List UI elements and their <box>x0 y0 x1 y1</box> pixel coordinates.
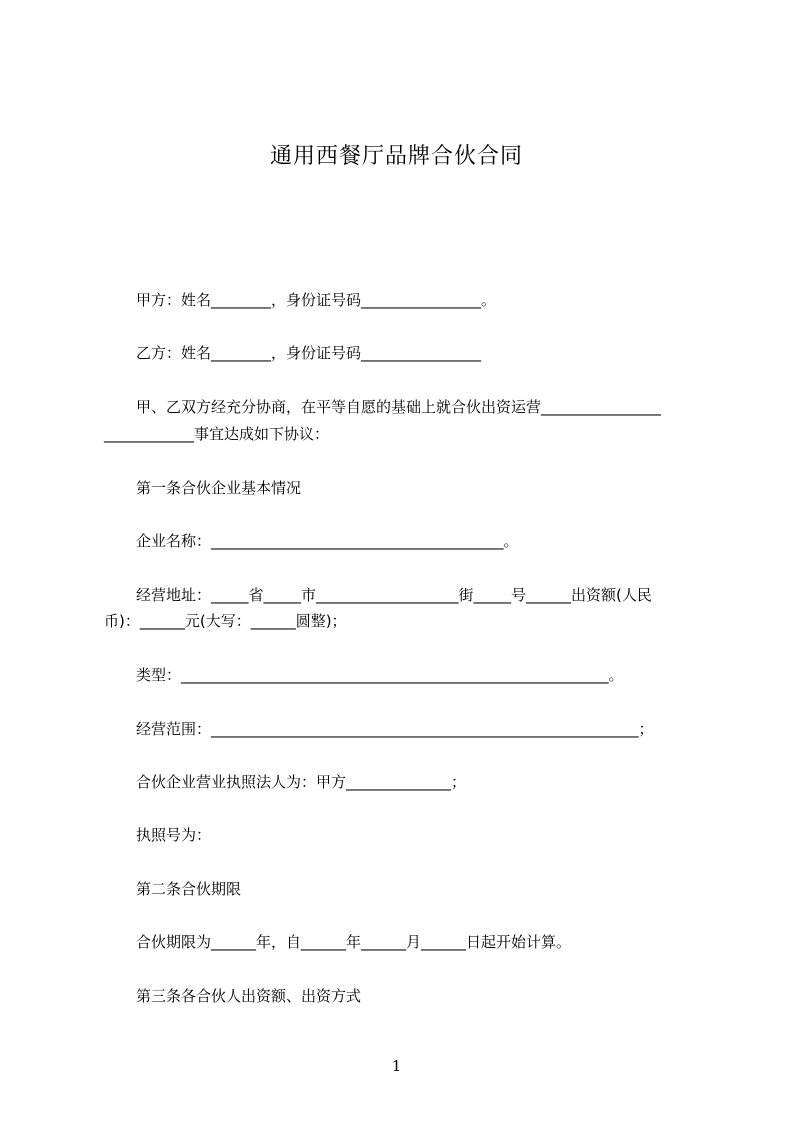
article-2-heading: 第二条合伙期限 <box>136 880 242 898</box>
legal-person-line: 合伙企业营业执照法人为：甲方______________； <box>136 773 467 791</box>
page-number: 1 <box>391 1057 402 1075</box>
license-number-line: 执照号为： <box>136 826 212 844</box>
article-1-heading: 第一条合伙企业基本情况 <box>136 479 302 497</box>
address-line-2: 币)：______元(大写：______圆整)； <box>104 612 347 630</box>
agreement-line-1: 甲、乙双方经充分协商，在平等自愿的基础上就合伙出资运营________________ <box>136 398 662 416</box>
document-title: 通用西餐厅品牌合伙合同 <box>269 144 523 169</box>
business-scope-line: 经营范围：_________________________________________________________； <box>136 720 654 738</box>
agreement-line-2: ____________事宜达成如下协议： <box>104 425 330 443</box>
party-b-line: 乙方：姓名________，身份证号码________________ <box>136 344 482 362</box>
party-a-line: 甲方：姓名________，身份证号码________________。 <box>136 291 497 309</box>
address-line-1: 经营地址：_____省_____市___________________街_____号______出资额(人民 <box>136 586 652 604</box>
term-line: 合伙期限为______年，自______年______月______日起开始计算。 <box>136 933 572 951</box>
enterprise-name-line: 企业名称：_______________________________________。 <box>136 532 519 550</box>
article-3-heading: 第三条各合伙人出资额、出资方式 <box>136 987 362 1005</box>
type-line: 类型：_________________________________________________________。 <box>136 666 624 684</box>
